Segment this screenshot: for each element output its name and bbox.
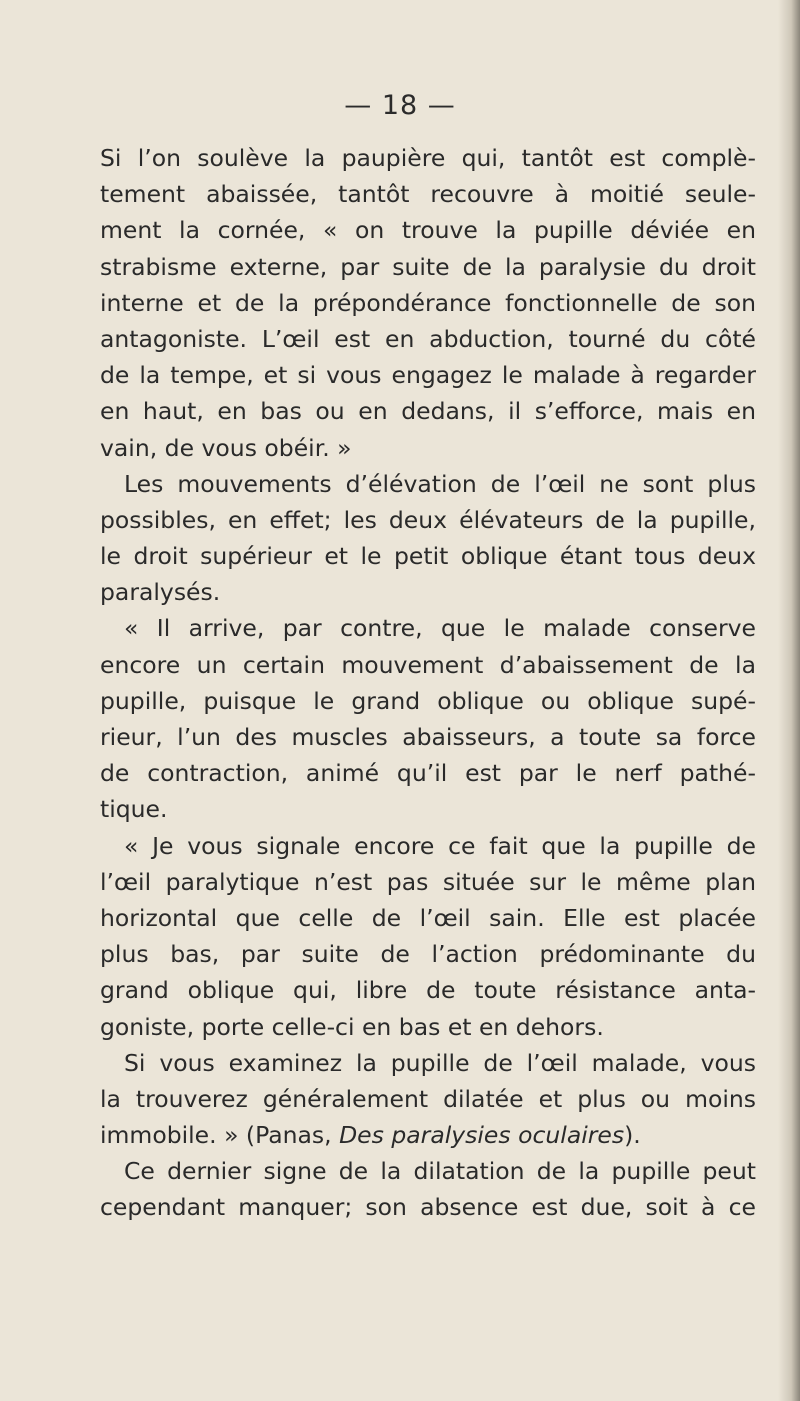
text-line: Si l’on soulève la paupière qui, tantôt est complè- [100, 144, 756, 172]
text-line: possibles, en effet; les deux élévateurs de la pupille, [100, 505, 756, 534]
text-line: tique. [100, 795, 168, 824]
body-text [100, 140, 756, 1226]
text-line: rieur, l’un des muscles abaisseurs, a toute sa force [100, 723, 756, 751]
citation-lead: immobile. » (Panas, [100, 1121, 340, 1150]
text-line: goniste, porte celle-ci en bas et en dehors. [100, 1012, 604, 1041]
page-edge-shadow [778, 0, 800, 1401]
text-line: de contraction, animé qu’il est par le nerf pathé- [100, 759, 756, 788]
text-line: le droit supérieur et le petit oblique étant tous deux [100, 542, 756, 571]
text-line: vain, de vous obéir. » [100, 433, 352, 462]
text-line: en haut, en bas ou en dedans, il s’efforce, mais en [100, 397, 756, 426]
text-line-citation [100, 1117, 756, 1153]
text-line: tement abaissée, tantôt recouvre à moitié seule- [100, 180, 756, 209]
text-line: « Je vous signale encore ce fait que la pupille de [124, 831, 756, 860]
text-line: Ce dernier signe de la dilatation de la pupille peut [124, 1157, 756, 1186]
text-line: interne et de la prépondérance fonctionnelle de son [100, 288, 756, 317]
text-line: de la tempe, et si vous engagez le malade à regarder [100, 361, 756, 390]
citation-title: Des paralysies oculaires [339, 1121, 625, 1150]
text-line: Les mouvements d’élévation de l’œil ne sont plus [124, 469, 756, 498]
page-number: — 18 — [344, 90, 456, 121]
text-line: « Il arrive, par contre, que le malade conserve [124, 614, 756, 643]
text-line: paralysés. [100, 578, 221, 607]
text-line: encore un certain mouvement d’abaissement de la [100, 650, 756, 679]
text-line: Si vous examinez la pupille de l’œil malade, vous [124, 1048, 756, 1077]
citation-close: ). [624, 1121, 641, 1150]
text-line: l’œil paralytique n’est pas située sur le même plan [100, 867, 756, 896]
text-line: ment la cornée, « on trouve la pupille déviée en [100, 216, 756, 245]
text-line: antagoniste. L’œil est en abduction, tourné du côté [100, 324, 756, 353]
text-line: cependant manquer; son absence est due, soit à ce [100, 1193, 756, 1222]
text-line: grand oblique qui, libre de toute résistance anta- [100, 976, 756, 1005]
text-line: la trouverez généralement dilatée et plus ou moins [100, 1084, 756, 1113]
text-line: horizontal que celle de l’œil sain. Elle est placée [100, 903, 756, 932]
text-line: strabisme externe, par suite de la paralysie du droit [100, 252, 756, 281]
text-line: pupille, puisque le grand oblique ou oblique supé- [100, 686, 756, 715]
text-line: plus bas, par suite de l’action prédominante du [100, 940, 756, 969]
